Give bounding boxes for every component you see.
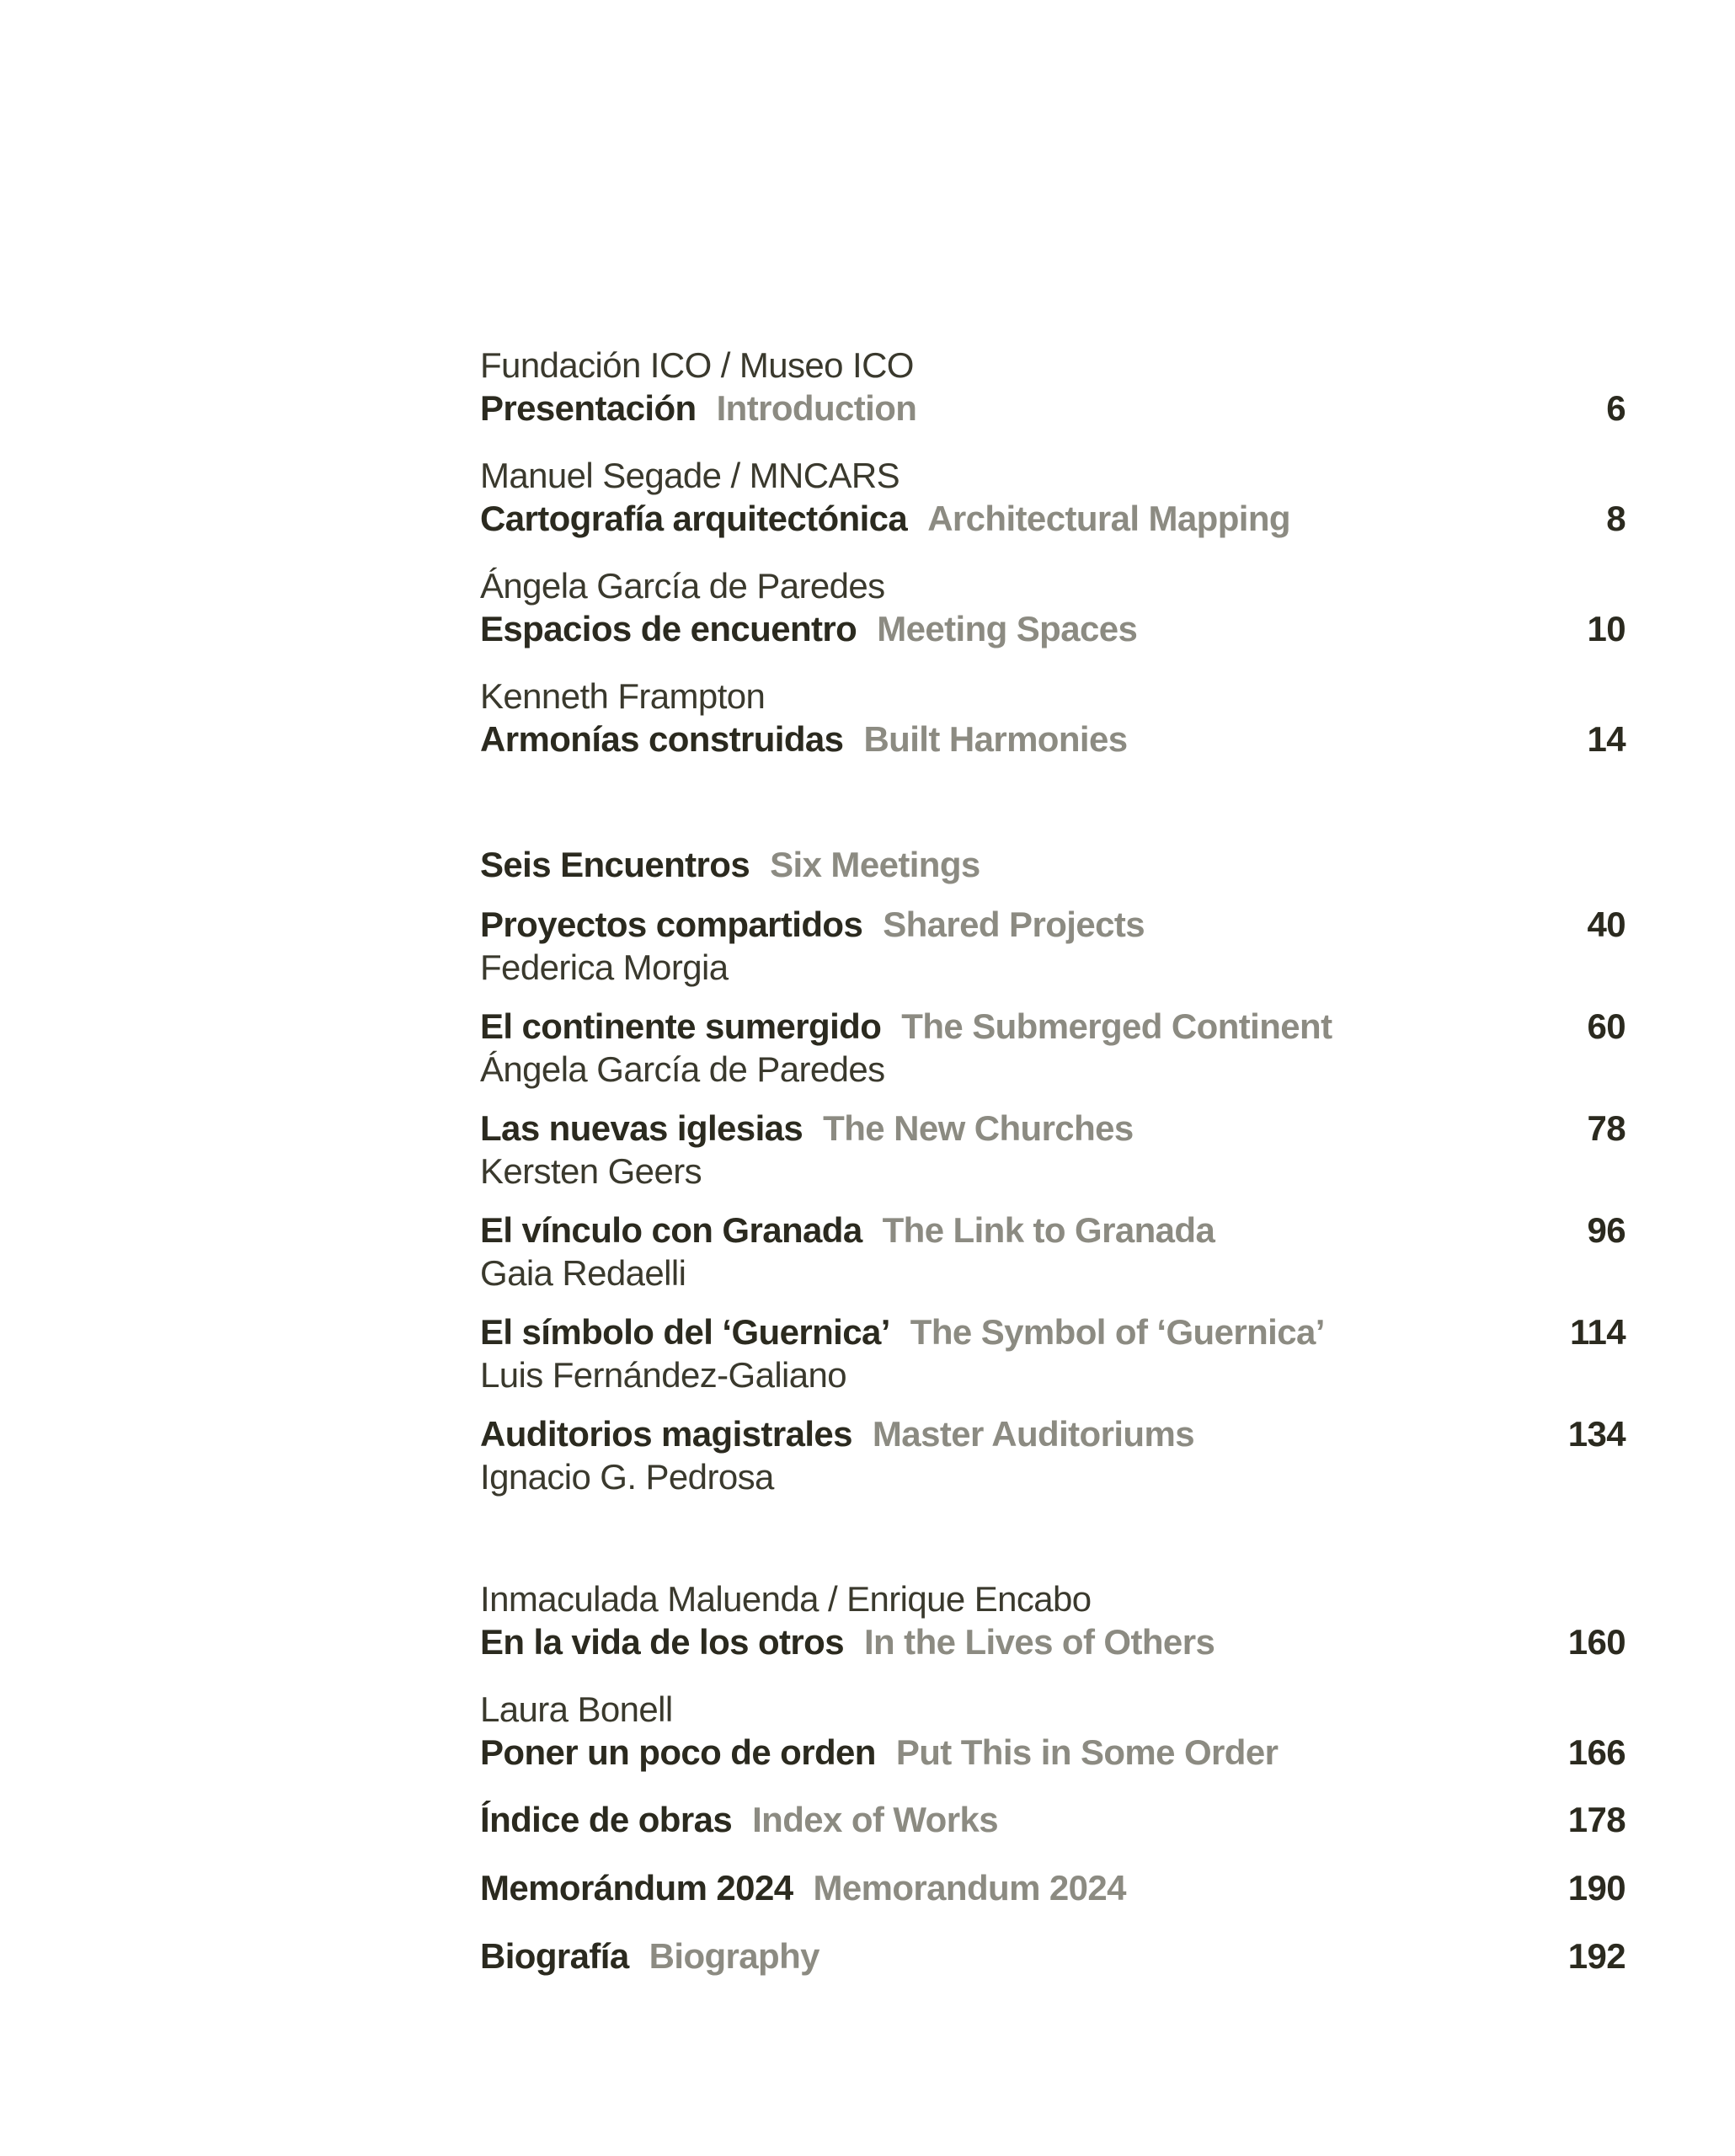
entry-author: Ángela García de Paredes [480,566,885,606]
entry-title-es: El símbolo del ‘Guernica’ [480,1312,890,1352]
entry-title [480,1209,1626,1251]
entry-author: Fundación ICO / Museo ICO [480,345,914,385]
entry-title-en: Meeting Spaces [877,609,1138,648]
entry-page-number: 190 [1567,1868,1626,1908]
toc-entry[interactable] [480,1412,1626,1498]
entry-page-number: 14 [1587,719,1626,759]
entry-author: Laura Bonell [480,1689,673,1729]
entry-author: Inmaculada Maluenda / Enrique Encabo [480,1579,1092,1619]
entry-title [480,903,1626,946]
toc-entry[interactable] [480,344,1626,430]
toc-entry[interactable] [480,1005,1626,1091]
entry-title-es: En la vida de los otros [480,1622,844,1662]
entry-page-number: 6 [1606,388,1626,428]
toc-entry[interactable] [480,1935,1626,1977]
section-heading-en: Six Meetings [770,845,980,884]
entry-author: Gaia Redaelli [480,1253,686,1293]
entry-title [480,718,1626,760]
entry-page-number: 178 [1567,1800,1626,1839]
entry-title-en: In the Lives of Others [863,1622,1215,1662]
entry-title [480,1412,1626,1455]
toc-entry[interactable] [480,1577,1626,1663]
entry-page-number: 160 [1567,1622,1626,1662]
entry-page-number: 166 [1567,1732,1626,1772]
entry-title-en: Shared Projects [883,905,1145,944]
entry-title-es: Armonías construidas [480,719,844,759]
section-heading-es: Seis Encuentros [480,845,750,884]
entry-title [480,1005,1626,1048]
entry-title-en: Architectural Mapping [927,499,1290,538]
entry-title-es: Memorándum 2024 [480,1868,793,1908]
entry-title [480,497,1626,540]
entry-title-es: El vínculo con Granada [480,1210,862,1250]
table-of-contents [480,344,1626,2003]
toc-entry[interactable] [480,1310,1626,1396]
entry-author: Kersten Geers [480,1151,702,1191]
entry-title-en: Built Harmonies [863,719,1128,759]
toc-entry[interactable] [480,1209,1626,1294]
toc-entry[interactable] [480,1107,1626,1193]
section-spacer [480,1514,1626,1577]
entry-page-number: 8 [1606,499,1626,538]
entry-page-number: 60 [1587,1006,1626,1046]
entry-title-en: Biography [649,1936,819,1976]
toc-entry[interactable] [480,1688,1626,1774]
entry-title [480,1866,1626,1909]
entry-title-es: Índice de obras [480,1800,733,1839]
entry-title-en: Put This in Some Order [895,1732,1279,1772]
entry-page-number: 114 [1570,1312,1626,1352]
entry-title-es: Poner un poco de orden [480,1732,876,1772]
section-heading [480,843,1626,886]
entry-title-en: The Link to Granada [882,1210,1215,1250]
entry-author: Kenneth Frampton [480,676,766,716]
entry-title-en: Memorandum 2024 [813,1868,1126,1908]
entry-title [480,1310,1626,1353]
entry-title-en: The Submerged Continent [901,1006,1332,1046]
entry-author: Luis Fernández-Galiano [480,1355,847,1395]
entry-page-number: 134 [1567,1414,1626,1454]
entry-page-number: 78 [1587,1108,1626,1148]
entry-title-es: Presentación [480,388,697,428]
entry-title [480,1107,1626,1150]
toc-entry[interactable] [480,1798,1626,1841]
entry-title [480,607,1626,650]
section-spacer [480,785,1626,843]
back-matter-group [480,1577,1626,1977]
front-matter-group [480,344,1626,760]
entry-author: Ignacio G. Pedrosa [480,1457,774,1497]
entry-page-number: 192 [1567,1936,1626,1976]
entry-page-number: 10 [1587,609,1626,648]
toc-entry[interactable] [480,1866,1626,1909]
entry-title-es: El continente sumergido [480,1006,882,1046]
entry-author: Federica Morgia [480,947,729,987]
toc-entry[interactable] [480,675,1626,760]
toc-entry[interactable] [480,454,1626,540]
entry-title-es: Espacios de encuentro [480,609,857,648]
toc-entry[interactable] [480,903,1626,989]
toc-entry[interactable] [480,564,1626,650]
entry-title-es: Auditorios magistrales [480,1414,852,1454]
entry-title [480,1935,1626,1977]
entry-title-es: Biografía [480,1936,629,1976]
entry-page-number: 40 [1587,905,1626,944]
entry-author: Manuel Segade / MNCARS [480,456,900,495]
entry-title [480,387,1626,430]
entry-page-number: 96 [1587,1210,1626,1250]
entry-title-en: The New Churches [823,1108,1134,1148]
entry-title-en: Introduction [716,388,917,428]
entry-title [480,1798,1626,1841]
entry-title [480,1620,1626,1663]
entry-title [480,1731,1626,1774]
entry-title-es: Cartografía arquitectónica [480,499,908,538]
entry-title-en: Master Auditoriums [872,1414,1194,1454]
entry-title-es: Proyectos compartidos [480,905,863,944]
entry-author: Ángela García de Paredes [480,1049,885,1089]
entry-title-es: Las nuevas iglesias [480,1108,803,1148]
six-meetings-group [480,843,1626,1498]
entry-title-en: The Symbol of ‘Guernica’ [910,1312,1325,1352]
entry-title-en: Index of Works [752,1800,998,1839]
